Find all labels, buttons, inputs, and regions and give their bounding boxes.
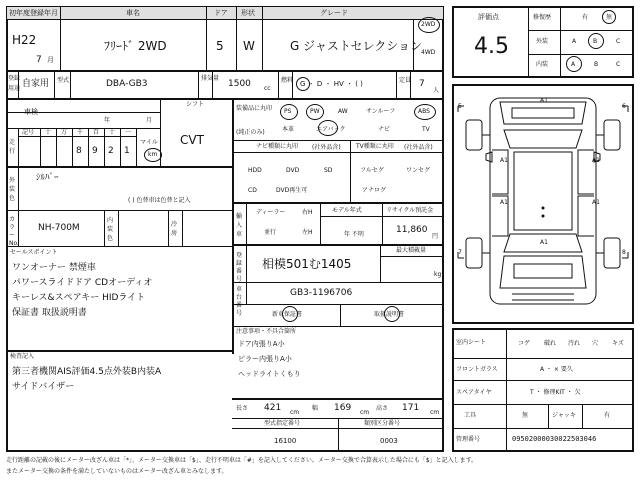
door-label: ドア xyxy=(214,9,228,17)
grade-label: グレード xyxy=(320,9,348,17)
damage-mark: A1 xyxy=(592,157,600,164)
sales-line: キーレス&スペアキー HIDライト xyxy=(12,293,146,303)
tv-fullseg: フルセグ xyxy=(360,167,384,174)
nav-cd: CD xyxy=(248,187,257,194)
footer-line-2: またメーター交換の条件を満たしていないものはメーター改ざん車とみなします。 xyxy=(6,468,228,475)
equip-tv: TV xyxy=(422,126,430,133)
score-value: 4.5 xyxy=(474,34,509,59)
capacity-unit: 人 xyxy=(433,87,440,94)
tv-analog: アナログ xyxy=(362,187,387,194)
displacement: 1500 xyxy=(228,79,251,89)
category-label: 類別区分番号 xyxy=(364,420,401,427)
equipment-subtitle: (純正のみ) xyxy=(236,129,265,136)
equip-navi: ナビ xyxy=(378,126,391,133)
ac-label: 冷房 xyxy=(171,221,178,237)
recycle-value: 11,860 xyxy=(396,225,428,235)
damage-mark: A1 xyxy=(540,97,548,104)
run-label: 走行 xyxy=(9,139,16,155)
drive-2wd: 2WD xyxy=(421,21,436,28)
equip-sunroof: サンルーフ xyxy=(366,108,396,115)
equip-pw: PW xyxy=(310,108,320,115)
width-label: 幅 xyxy=(312,405,319,412)
type-designation-label: 型式指定番号 xyxy=(264,420,301,427)
front-glass-options: A ・ × 要久 xyxy=(540,366,573,373)
corner-label-6: 6 xyxy=(622,103,626,110)
sales-points-title: セールスポイント xyxy=(10,249,58,256)
nav-sd: SD xyxy=(324,167,333,174)
nav-dvd: DVD xyxy=(286,167,300,174)
inspector-line: サイドバイザー xyxy=(12,382,75,392)
exterior-score-label: 外装 xyxy=(536,38,549,45)
score-title: 評価点 xyxy=(478,13,499,21)
sales-line: パワースライドドア CDオーディオ xyxy=(12,278,153,288)
type-designation: 16100 xyxy=(274,437,297,445)
repair-yes: 有 xyxy=(582,14,589,21)
import-label: 輸入車 xyxy=(236,213,243,238)
color-note: ( ) 色替車は色替と記入 xyxy=(128,197,191,204)
recycle-label: リサイクル預託金 xyxy=(386,207,434,214)
nav-sub: (社外品含) xyxy=(312,144,341,151)
import-parallel: 並行 xyxy=(264,229,277,236)
sales-line: ワンオーナー 禁煙車 xyxy=(12,263,96,273)
mileage-digit: 1 xyxy=(124,146,130,156)
car-name: ﾌﾘｰﾄﾞ 2WD xyxy=(104,39,167,53)
damage-mark: A1 xyxy=(540,239,548,246)
month-unit: 月 xyxy=(47,56,54,64)
sheet-item: 穴 xyxy=(592,340,599,347)
fuel-options: G ・ D ・ HV ・ ( ) xyxy=(300,80,363,88)
type-label: 型式 xyxy=(57,77,70,84)
max-load-label: 最大積載量 xyxy=(396,247,427,254)
digit-label-4: 百 xyxy=(93,129,100,136)
inspector-title: 検査記入 xyxy=(10,353,35,360)
interior-a: A xyxy=(571,61,576,68)
import-dealer: ディーラー xyxy=(256,209,286,216)
height-unit: cm xyxy=(430,409,440,416)
corner-label-7: 7 xyxy=(458,249,462,256)
capacity-label: 定員 xyxy=(399,77,412,84)
shift-label: シフト xyxy=(186,101,205,108)
import-left: 左H xyxy=(302,229,313,236)
tools-value: 無 xyxy=(522,412,529,419)
model-year-label: モデル年式 xyxy=(332,207,362,214)
plate-number: 相模501む1405 xyxy=(262,257,352,271)
equip-airbag: エアバック xyxy=(316,126,346,133)
mgmt-number: 09502000030022503046 xyxy=(512,435,597,443)
inspection-label: 車検 xyxy=(24,108,38,116)
exterior-color: ｼﾙﾊﾞｰ xyxy=(36,173,59,183)
width-unit: cm xyxy=(360,409,370,416)
inspector-line: 第三者機関AIS評価4.5点外装B内装A xyxy=(12,367,162,377)
equip-aw: AW xyxy=(338,108,348,115)
kg-unit: kg xyxy=(434,271,442,278)
color-no: NH-700M xyxy=(38,223,80,233)
sheet-item: 汚れ xyxy=(568,340,581,347)
nav-title: ナビ種類に丸印 xyxy=(256,143,299,150)
jack-label: ジャッキ xyxy=(552,412,576,419)
nav-hdd: HDD xyxy=(248,167,262,174)
manual: 取扱説明書 xyxy=(374,311,405,318)
diagram-dot xyxy=(542,207,545,210)
exterior-a: A xyxy=(572,38,577,45)
capacity: 7 xyxy=(419,79,425,89)
tools-label: 工具 xyxy=(464,412,477,419)
tv-sub: (社外品含) xyxy=(404,144,433,151)
nav-dvd-play: DVD再生可 xyxy=(276,187,308,194)
unit-mile: マイル xyxy=(140,139,158,146)
reg-label: 登録 xyxy=(8,75,21,82)
repair-label: 修復歴 xyxy=(533,14,552,21)
color-no-label: カラーNo. xyxy=(9,216,19,247)
caution-line: ヘッドライトくもり xyxy=(238,370,301,378)
first-reg-month: 7 xyxy=(36,55,42,65)
spare-tire-options: T ・ 修理KIT ・ 欠 xyxy=(530,389,581,396)
diagram-dot xyxy=(542,215,545,218)
interior-c: C xyxy=(616,61,621,68)
grade: G ジャストセレクション xyxy=(290,39,423,53)
mileage-digit: 8 xyxy=(76,146,82,156)
first-reg-label: 初年度登録年月 xyxy=(9,9,58,17)
damage-mark: A1 xyxy=(500,157,508,164)
sheet-item: 破れ xyxy=(544,340,557,347)
tv-oneseg: ワンセグ xyxy=(406,167,431,174)
equip-leather: 本革 xyxy=(282,126,295,133)
digit-label-2: 万 xyxy=(61,129,68,136)
mileage-digit: 2 xyxy=(108,146,114,156)
caution-line: ドア内張りA小 xyxy=(238,340,285,348)
damage-mark: A1 xyxy=(592,199,600,206)
equip-abs: ABS xyxy=(418,108,430,115)
body-shape: W xyxy=(243,39,255,53)
first-reg-year: H22 xyxy=(12,33,37,47)
inspection-month-label: 月 xyxy=(146,117,153,124)
length: 421 xyxy=(264,403,282,413)
shape-label: 形状 xyxy=(241,9,255,17)
damage-mark: A1 xyxy=(500,199,508,206)
digit-label-0: 記号 xyxy=(22,129,35,136)
frame-label: 車台番号 xyxy=(236,286,243,317)
new-warranty: 新車保証書 xyxy=(272,311,303,318)
displacement-label: 排気量 xyxy=(201,75,220,82)
mileage-digit: 9 xyxy=(92,146,98,156)
corner-label-8: 8 xyxy=(622,249,626,256)
model-code: DBA-GB3 xyxy=(106,79,148,89)
mgmt-label: 管理番号 xyxy=(456,436,481,443)
fuel-label: 燃料 xyxy=(281,77,294,84)
length-unit: cm xyxy=(290,409,300,416)
car-name-label: 車名 xyxy=(126,9,140,17)
equipment-title: 装備品に丸印 xyxy=(236,105,273,112)
height: 171 xyxy=(402,403,420,413)
digit-label-6: 一 xyxy=(125,129,132,136)
front-glass-label: フロントガラス xyxy=(456,366,498,373)
sheet-item: コゲ xyxy=(518,340,531,347)
sales-line: 保証書 取扱説明書 xyxy=(12,308,87,318)
usage-label: 用途 xyxy=(8,85,21,92)
interior-sheet-label: 室内シート xyxy=(456,339,487,346)
drive-4wd: 4WD xyxy=(421,49,436,56)
tv-title: TV種類に丸印 xyxy=(356,143,394,150)
import-right: 右H xyxy=(302,209,313,216)
plate-label: 登録番号 xyxy=(236,252,243,283)
model-year-value: 年 不明 xyxy=(344,231,364,238)
unit-km: km xyxy=(148,151,158,158)
interior-b: B xyxy=(594,61,599,68)
repair-no: 無 xyxy=(606,14,613,21)
caution-title: 注意事項・不具合箇所 xyxy=(236,328,297,335)
cc-unit: cc xyxy=(264,85,271,92)
digit-label-5: 十 xyxy=(109,129,116,136)
exterior-b: B xyxy=(593,38,598,45)
interior-score-label: 内装 xyxy=(536,61,549,68)
interior-color-label: 内装色 xyxy=(107,217,114,242)
shift-value: CVT xyxy=(180,133,204,147)
yen-unit: 円 xyxy=(432,233,439,240)
door-count: 5 xyxy=(216,39,224,53)
corner-label-5: 5 xyxy=(458,103,462,110)
exterior-color-label: 外装色 xyxy=(9,177,16,202)
usage-value: 自家用 xyxy=(22,79,50,89)
caution-line: ピラー内張りA小 xyxy=(238,355,292,363)
spare-tire-label: スペアタイヤ xyxy=(456,389,492,396)
equip-ps: PS xyxy=(284,108,292,115)
digit-label-1: 十 xyxy=(45,129,52,136)
category: 0003 xyxy=(380,437,398,445)
height-label: 高さ xyxy=(376,405,389,412)
exterior-c: C xyxy=(616,38,621,45)
frame-number: GB3-1196706 xyxy=(290,288,353,298)
width: 169 xyxy=(334,403,352,413)
length-label: 長さ xyxy=(236,405,249,412)
car-damage-diagram xyxy=(452,84,634,324)
digit-label-3: 千 xyxy=(77,129,84,136)
footer-line-1: 走行距離の記載の後にメーター改ざん車は「*」、メーター交換車は「$」、走行不明車は「#」を記入してください。メーター交換で合算表示した場合にも「$」と記入します。 xyxy=(6,457,478,464)
inspection-year-label: 年 xyxy=(104,117,111,124)
sheet-item: キズ xyxy=(612,340,624,347)
jack-value: 有 xyxy=(604,412,611,419)
